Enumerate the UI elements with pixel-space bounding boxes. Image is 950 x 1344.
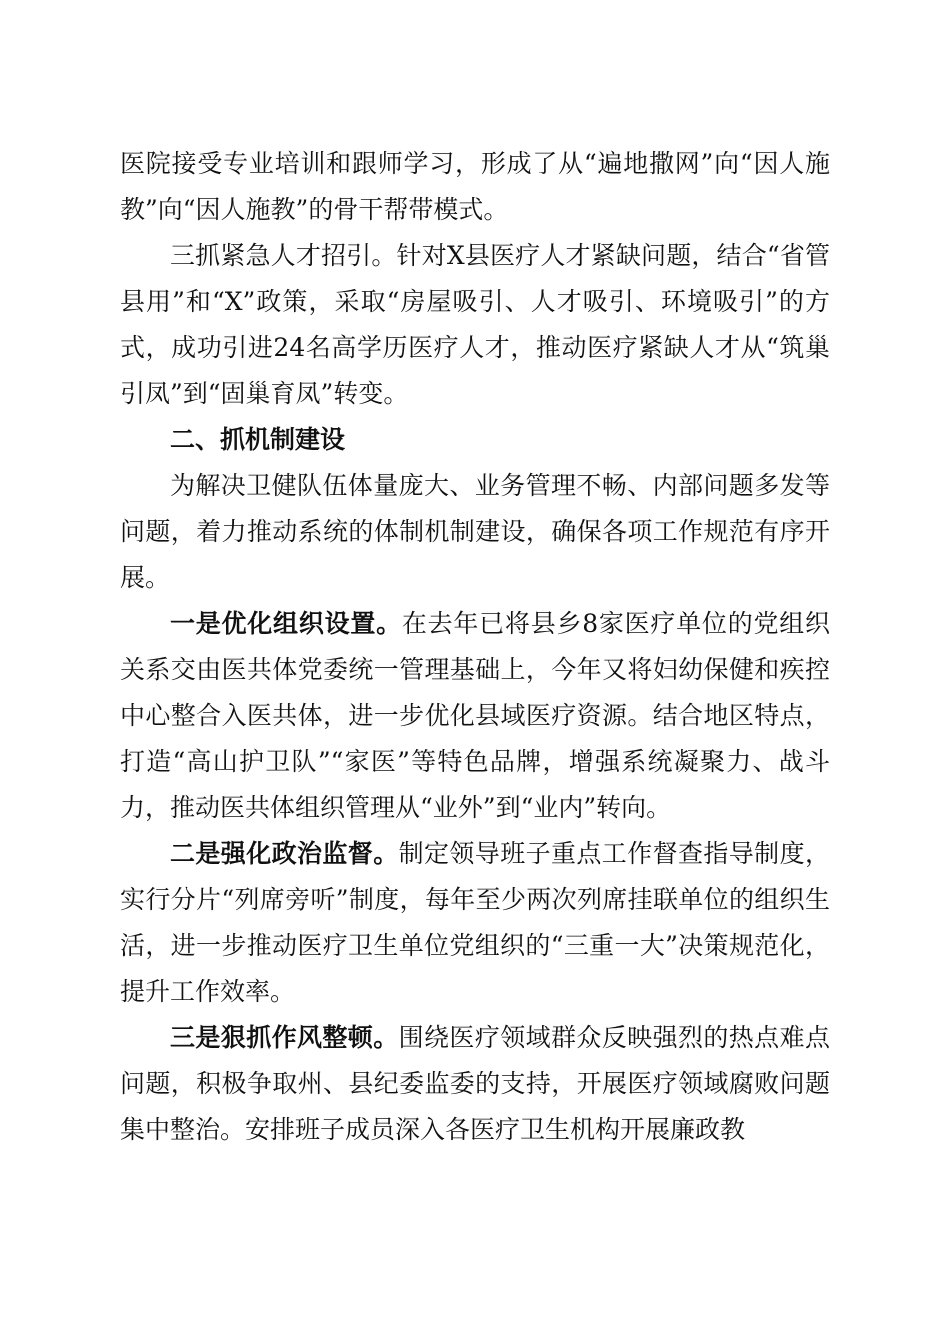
paragraph-lead-supervision: 二是强化政治监督。	[170, 839, 399, 868]
paragraph-body-rectification: 围绕医疗领域群众反映强烈的热点难点问题，积极争取州、县纪委监委的支持，开展医疗领域腐败问题集中整治。安排班子成员深入各医疗卫生机构开展廉政教	[120, 1023, 830, 1144]
paragraph-lead-organization: 一是优化组织设置。	[170, 609, 402, 638]
paragraph-mechanism-intro: 为解决卫健队伍体量庞大、业务管理不畅、内部问题多发等问题，着力推动系统的体制机制建设，确保各项工作规范有序开展。	[120, 471, 830, 592]
paragraph-supervision	[120, 831, 830, 1015]
paragraph-body-supervision: 制定领导班子重点工作督查指导制度，实行分片“列席旁听”制度，每年至少两次列席挂联单位的组织生活，进一步推动医疗卫生单位党组织的“三重一大”决策规范化，提升工作效率。	[120, 839, 830, 1006]
paragraph-lead-rectification: 三是狠抓作风整顿。	[170, 1023, 399, 1052]
paragraph-organization	[120, 601, 830, 831]
paragraph-talent-recruitment: 三抓紧急人才招引。针对X县医疗人才紧缺问题，结合“省管县用”和“X”政策，采取“房屋吸引、人才吸引、环境吸引”的方式，成功引进24名高学历医疗人才，推动医疗紧缺人才从“筑巢引凤”到“固巢育凤”转变。	[120, 241, 830, 408]
paragraph-body-organization: 在去年已将县乡8家医疗单位的党组织关系交由医共体党委统一管理基础上，今年又将妇幼保健和疾控中心整合入医共体，进一步优化县域医疗资源。结合地区特点，打造“高山护卫队”“家医”等特色品牌，增强系统凝聚力、战斗力，推动医共体组织管理从“业外”到“业内”转向。	[120, 609, 830, 822]
document-body	[120, 141, 830, 1153]
paragraph-training: 医院接受专业培训和跟师学习，形成了从“遍地撒网”向“因人施教”向“因人施教”的骨干帮带模式。	[120, 149, 830, 224]
section-heading-mechanism: 二、抓机制建设	[170, 425, 346, 454]
paragraph-rectification	[120, 1015, 830, 1153]
